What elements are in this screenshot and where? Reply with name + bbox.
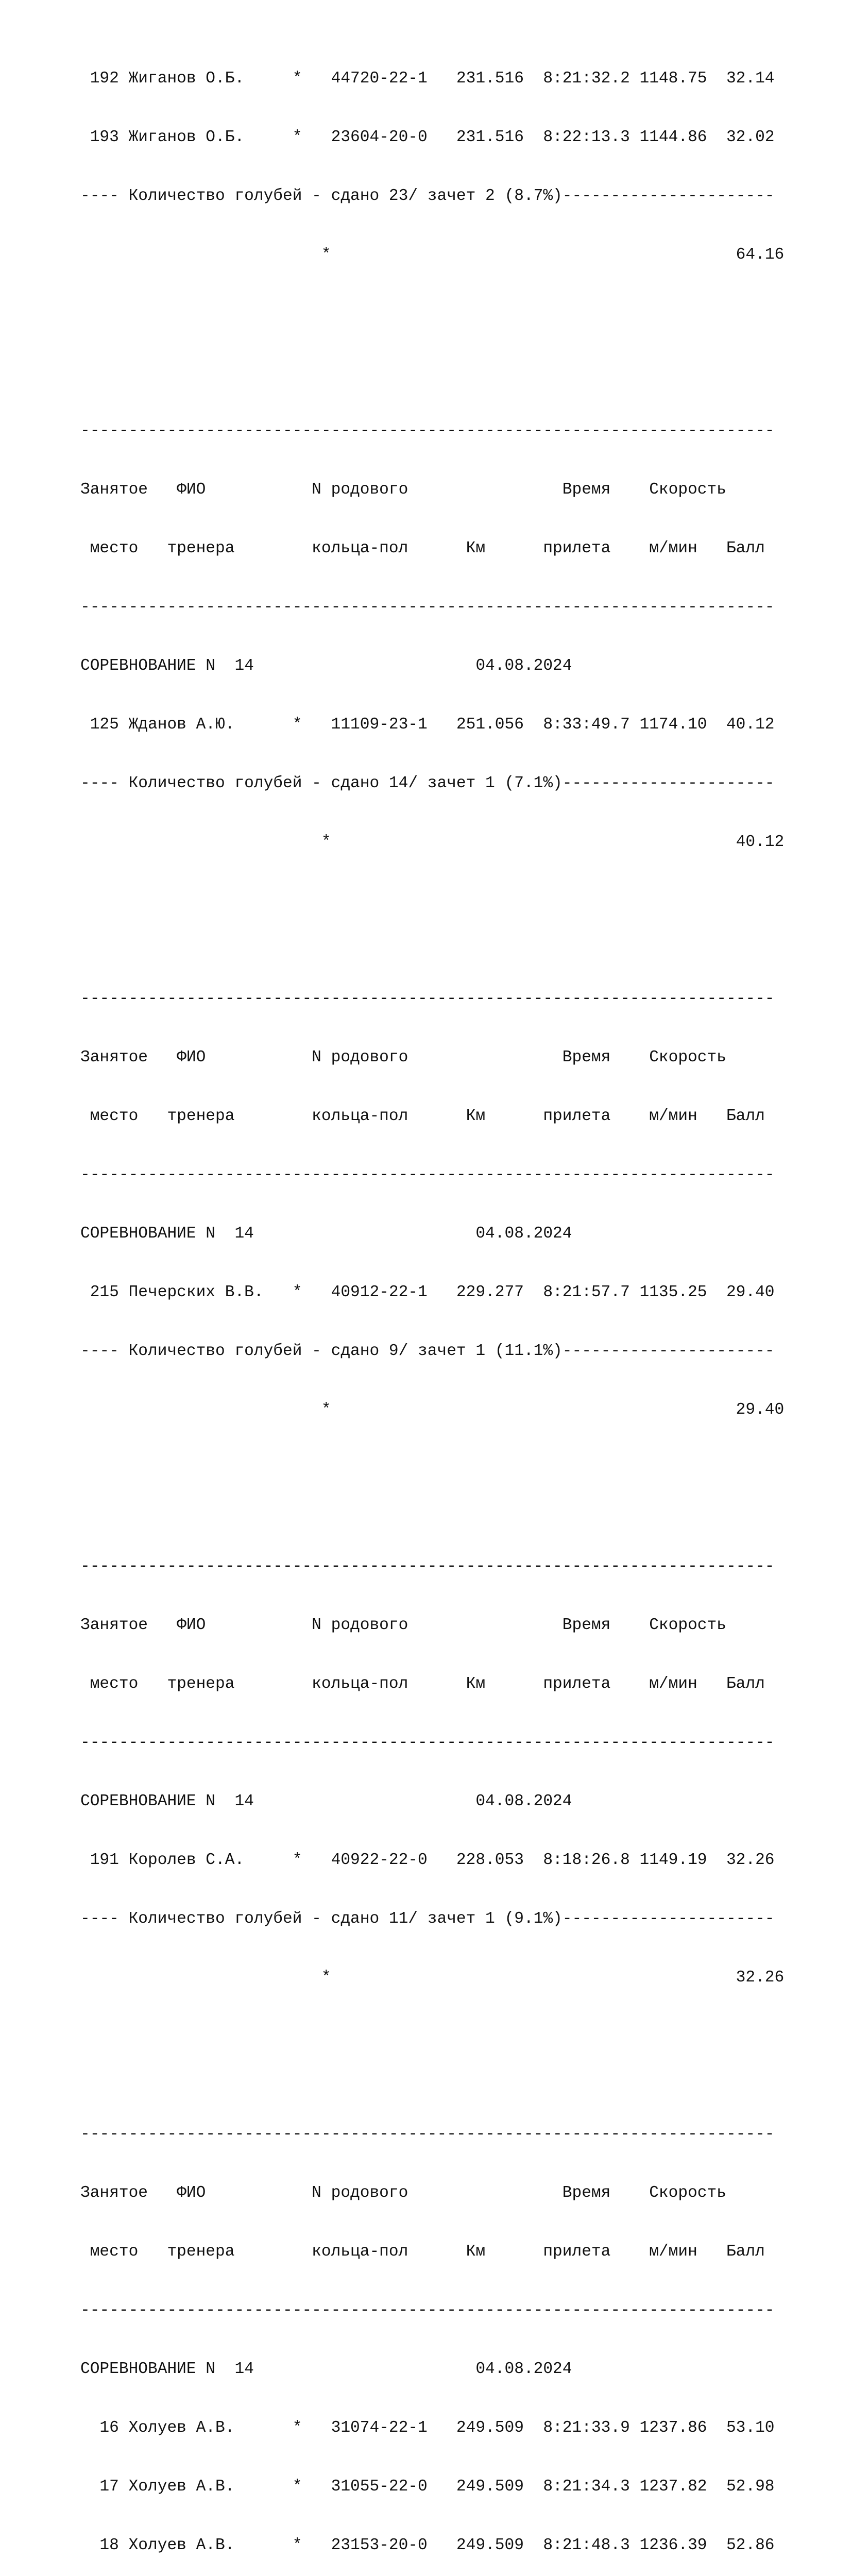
result-row: 18 Холуев А.В. * 23153-20-0 249.509 8:21:48.3 1236.39 52.86: [80, 2536, 775, 2554]
table-header: место тренера кольца-пол Км прилета м/мин Балл: [80, 1675, 765, 1693]
summary-line: ---- Количество голубей - сдано 11/ зачет 1 (9.1%)----------------------: [80, 1910, 775, 1928]
result-row: 17 Холуев А.В. * 31055-22-0 249.509 8:21:34.3 1237.82 52.98: [80, 2478, 775, 2496]
competition-line: СОРЕВНОВАНИЕ N 14 04.08.2024: [80, 1225, 572, 1243]
competition-line: СОРЕВНОВАНИЕ N 14 04.08.2024: [80, 1792, 572, 1810]
competition-line: СОРЕВНОВАНИЕ N 14 04.08.2024: [80, 657, 572, 675]
table-header: место тренера кольца-пол Км прилета м/мин Балл: [80, 539, 765, 557]
total-line: * 29.40: [80, 1401, 785, 1419]
rule-line: ------------------------------------------------------------------------: [80, 990, 775, 1008]
table-header: Занятое ФИО N родового Время Скорость: [80, 2184, 775, 2202]
competition-line: СОРЕВНОВАНИЕ N 14 04.08.2024: [80, 2360, 572, 2378]
table-header: место тренера кольца-пол Км прилета м/мин Балл: [80, 1107, 765, 1125]
result-row: 125 Жданов А.Ю. * 11109-23-1 251.056 8:33:49.7 1174.10 40.12: [80, 716, 775, 734]
rule-line: ------------------------------------------------------------------------: [80, 1166, 775, 1184]
result-row: 16 Холуев А.В. * 31074-22-1 249.509 8:21:33.9 1237.86 53.10: [80, 2419, 775, 2437]
result-row: 192 Жиганов О.Б. * 44720-22-1 231.516 8:21:32.2 1148.75 32.14: [80, 70, 775, 88]
summary-line: ---- Количество голубей - сдано 23/ зачет 2 (8.7%)----------------------: [80, 187, 775, 205]
report-page: [80, 30, 784, 2576]
total-line: * 40.12: [80, 833, 785, 851]
rule-line: ------------------------------------------------------------------------: [80, 598, 775, 616]
table-header: Занятое ФИО N родового Время Скорость: [80, 1616, 775, 1634]
table-header: Занятое ФИО N родового Время Скорость: [80, 481, 775, 499]
table-header: Занятое ФИО N родового Время Скорость: [80, 1048, 775, 1066]
result-row: 215 Печерских В.В. * 40912-22-1 229.277 8:21:57.7 1135.25 29.40: [80, 1283, 775, 1301]
summary-line: ---- Количество голубей - сдано 9/ зачет 1 (11.1%)----------------------: [80, 1342, 775, 1360]
total-line: * 64.16: [80, 246, 785, 264]
result-row: 193 Жиганов О.Б. * 23604-20-0 231.516 8:22:13.3 1144.86 32.02: [80, 128, 775, 146]
table-header: место тренера кольца-пол Км прилета м/мин Балл: [80, 2243, 765, 2261]
rule-line: ------------------------------------------------------------------------: [80, 422, 775, 440]
rule-line: ------------------------------------------------------------------------: [80, 1734, 775, 1752]
rule-line: ------------------------------------------------------------------------: [80, 1557, 775, 1575]
result-row: 191 Королев С.А. * 40922-22-0 228.053 8:18:26.8 1149.19 32.26: [80, 1851, 775, 1869]
summary-line: ---- Количество голубей - сдано 14/ зачет 1 (7.1%)----------------------: [80, 774, 775, 792]
total-line: * 32.26: [80, 1969, 785, 1987]
rule-line: ------------------------------------------------------------------------: [80, 2301, 775, 2319]
rule-line: ------------------------------------------------------------------------: [80, 2125, 775, 2143]
